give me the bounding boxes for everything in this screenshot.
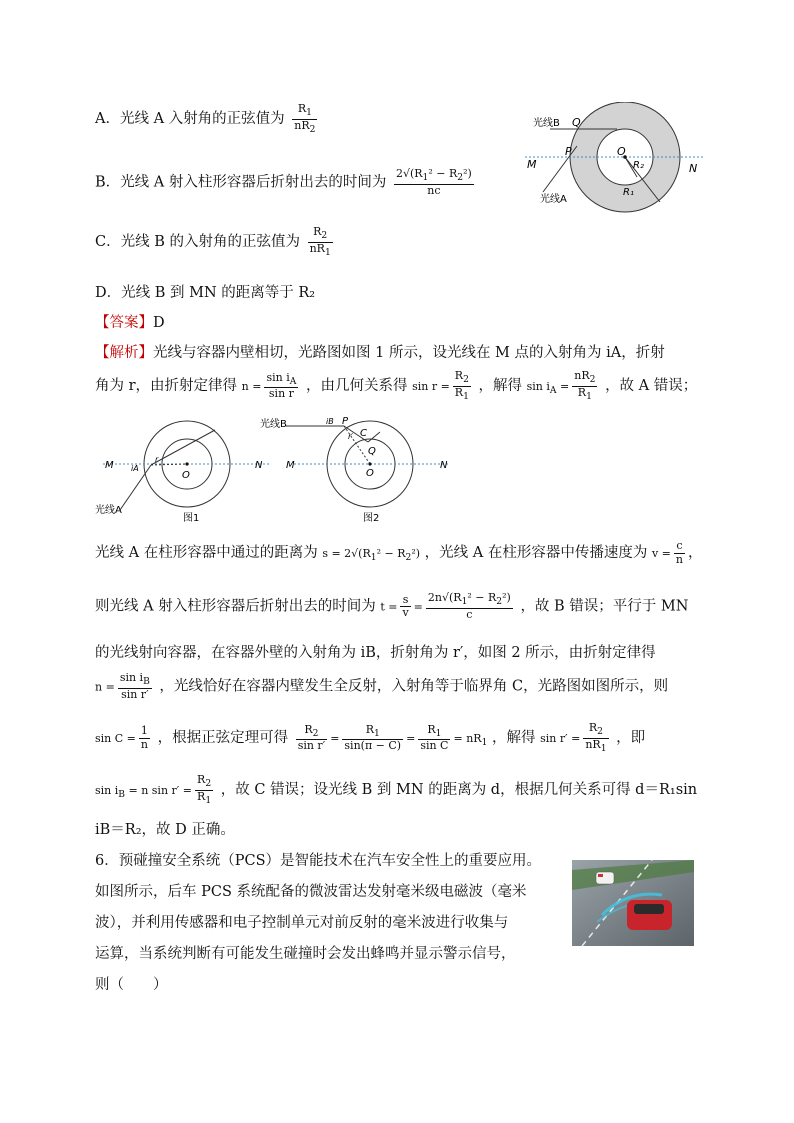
analysis-text-7a: ，根据正弦定理可得 [157, 730, 289, 747]
label-q: Q [572, 116, 581, 129]
analysis-text-2a: 角为 r，由折射定律得 [95, 378, 238, 395]
label-m: M [527, 158, 537, 171]
fig1-label-light-a: 光线A [95, 505, 122, 516]
analysis-text-2c: ，解得 [478, 378, 523, 395]
fig2-label-n: N [440, 460, 448, 471]
analysis-text-6: ，光线恰好在容器内壁发生全反射，入射角等于临界角 C，光路图如图所示，则 [159, 678, 669, 695]
front-car [596, 872, 614, 884]
option-a-formula: $\frac{R_1}{nR_2}$ [294, 102, 316, 135]
label-n: N [689, 162, 698, 175]
option-d: D．光线 B 到 MN 的距离等于 R₂ [95, 285, 316, 301]
figure-1 [95, 418, 270, 526]
option-b [95, 168, 477, 197]
front-car-taillight [598, 874, 603, 877]
option-a [95, 103, 320, 135]
fig2-center-dot [368, 462, 371, 465]
analysis-text-3b: ，光线 A 在柱形容器中传播速度为 [424, 545, 648, 562]
fig1-center-dot [185, 462, 188, 465]
analysis-text-2d: ，故 A 错误； [605, 378, 698, 395]
answer-tag: 【答案】 [95, 315, 153, 331]
fig1-label-n: N [255, 460, 263, 471]
fig1-label-ia: iA [131, 464, 139, 473]
label-o: O [617, 145, 626, 158]
question6-line-3: 波），并利用传感器和电子控制单元对前反射的毫米波进行收集与 [95, 915, 509, 931]
analysis-line-9: iB＝R₂，故 D 正确。 [95, 822, 235, 838]
fig2-label-q: Q [368, 446, 376, 457]
analysis-tag: 【解析】 [95, 345, 153, 361]
fig1-label-o: O [182, 470, 190, 481]
fig2-label-p: P [342, 416, 349, 427]
analysis-text-4a: 则光线 A 射入柱形容器后折射出去的时间为 [95, 598, 376, 615]
option-b-formula: $\frac{2√(R_1^2 - R_2^2)}{nc}$ [395, 167, 472, 197]
fig1-caption: 图1 [183, 513, 200, 524]
fig2-label-o: O [366, 468, 374, 479]
fig2-label-c: C [360, 428, 367, 439]
analysis-line-4: 则光线 A 射入柱形容器后折射出去的时间为 t = $\frac{s}{v}$ = $\frac{2n√(R_1^2 - R_2^2)}{c}$ ，故 B 错误；平行于 MN [95, 591, 689, 621]
fig1-label-r: r [155, 455, 159, 464]
question6-line-5: 则（ ） [95, 977, 168, 993]
analysis-text-7b: ，解得 [492, 730, 536, 747]
analysis-line-6: n = $\frac{\sin i_B}{\text{sin r′}}$ ，光线恰好在容器内壁发生全反射，入射角等于临界角 C，光路图如图所示，则 [95, 671, 669, 701]
option-c-formula: $\frac{R_2}{nR_1}$ [309, 225, 331, 258]
fig2-label-light-b: 光线B [260, 419, 287, 430]
analysis-text-4b: ，故 B 错误；平行于 MN [520, 598, 689, 615]
top-figure [525, 102, 705, 214]
answer-line [95, 311, 165, 332]
option-b-text: B．光线 A 射入柱形容器后折射出去的时间为 [95, 174, 387, 191]
fig2-caption: 图2 [363, 513, 380, 524]
fig1-label-m: M [105, 460, 114, 471]
question6-line-2: 如图所示，后车 PCS 系统配备的微波雷达发射毫米级电磁波（毫米 [95, 884, 527, 900]
analysis-line-7: sin C = $\frac{1}{n}$ ，根据正弦定理可得 $\frac{R_2}{\text{sin r′}}$ = $\frac{R_1}{\sin(\pi - C)}$ = $\frac{R_1}{\text{sin C}}$ = $nR_1$ ，解得 sin r′ = $\frac{R_2}{nR_1}$ ，即 [95, 721, 646, 754]
analysis-line-2: 角为 r，由折射定律得 n = $\frac{\sin i_A}{\text{sin r}}$ ，由几何关系得 sin r = $\frac{R_2}{R_1}$ ，解得 $\sin i_A$ = $\frac{nR_2}{R_1}$ ，故 A 错误； [95, 369, 698, 402]
figure-2 [258, 412, 458, 526]
answer-value: D [153, 315, 165, 331]
label-r1: R₁ [623, 187, 634, 198]
label-light-a: 光线A [540, 194, 567, 205]
option-a-text: A．光线 A 入射角的正弦值为 [95, 111, 285, 128]
analysis-line-3: 光线 A 在柱形容器中通过的距离为 $s = 2√(R_1^2 - R_2^2)$ ，光线 A 在柱形容器中传播速度为 v = $\frac{c}{n}$ ， [95, 539, 703, 566]
analysis-text-8: ，故 C 错误；设光线 B 到 MN 的距离为 d，根据几何关系可得 d＝R₁sin [220, 782, 698, 799]
analysis-line-1 [95, 341, 665, 362]
label-r2: R₂ [633, 160, 644, 171]
analysis-line-5: 的光线射向容器，在容器外壁的入射角为 iB，折射角为 r′，如图 2 所示，由折射定律得 [95, 645, 656, 661]
analysis-line-8: $\sin i_B = n$ sin r′ = $\frac{R_2}{R_1}$ ，故 C 错误；设光线 B 到 MN 的距离为 d，根据几何关系可得 d＝R₁sin [95, 773, 698, 806]
car-radar-image [572, 860, 694, 946]
label-p: P [565, 145, 572, 158]
analysis-text-7c: ，即 [616, 730, 646, 747]
fig2-label-ib: iB [326, 417, 334, 426]
label-light-b: 光线B [533, 118, 560, 129]
option-c [95, 226, 336, 258]
analysis-text-2b: ，由几何关系得 [305, 378, 408, 395]
rear-car-windshield [634, 904, 664, 914]
fig2-label-r: r′ [348, 432, 354, 441]
question6-line-4: 运算，当系统判断有可能发生碰撞时会发出蜂鸣并显示警示信号， [95, 946, 516, 962]
analysis-text-3a: 光线 A 在柱形容器中通过的距离为 [95, 545, 318, 562]
option-c-text: C．光线 B 的入射角的正弦值为 [95, 234, 300, 251]
question6-line-1: 6．预碰撞安全系统（PCS）是智能技术在汽车安全性上的重要应用。 [95, 853, 542, 869]
fig2-label-m: M [286, 460, 295, 471]
analysis-text-1: 光线与容器内壁相切，光路图如图 1 所示，设光线在 M 点的入射角为 iA，折射 [153, 345, 665, 361]
